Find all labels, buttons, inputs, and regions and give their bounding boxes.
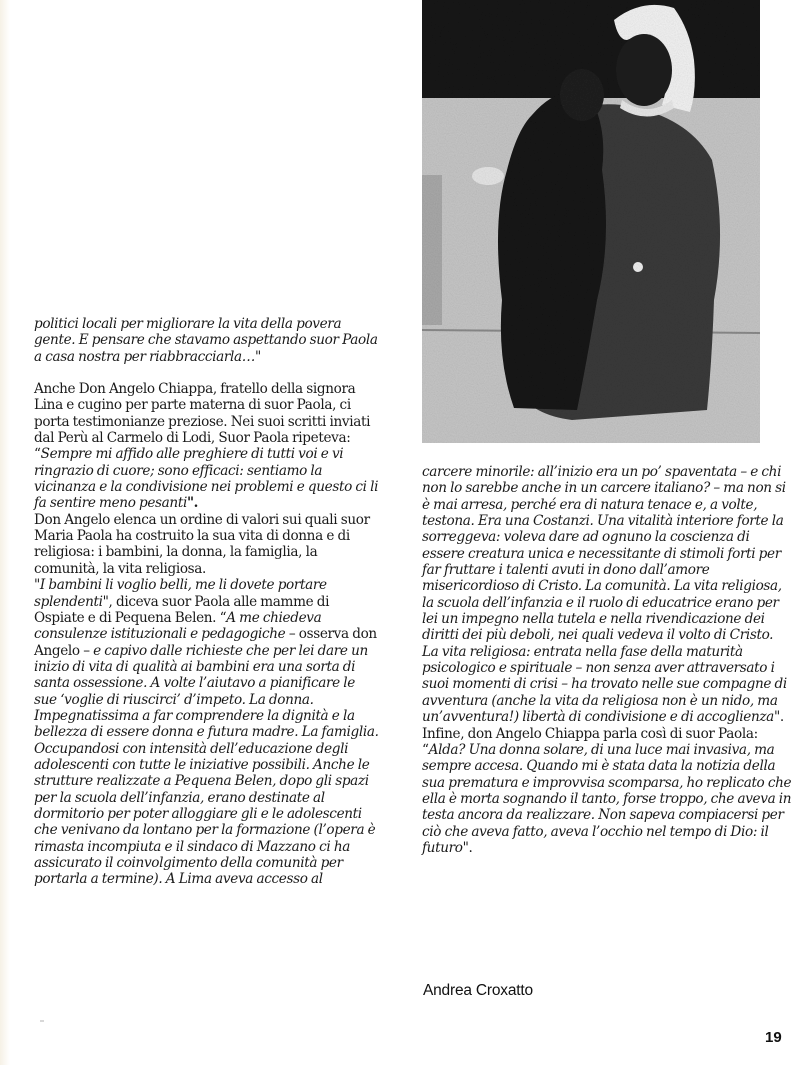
right-column bbox=[422, 464, 794, 856]
text-run: ". bbox=[186, 495, 199, 512]
text-run-quote: carcere minorile: all’inizio era un po’ spaventata – e chi non lo sarebbe anche in un carcere italiano? – ma non si è mai arresa, perché era di natura tenace e, a volte, testona. Era una Costanzi. Una vitalità interiore forte la sorreggeva: voleva dare ad ognuno la coscienza di essere creatura unica e necessitante di stimoli forti per far fruttare i talenti avuti in dono dall’amore misericordioso di Cristo. La comunità. La vita religiosa, la scuola dell’infanzia e il ruolo di educatrice erano per lei un impegno nella tutela e nella rivendicazione dei diritti dei più deboli, nei quali vedeva il volto di Cristo. bbox=[422, 464, 786, 644]
text-run-quote: "I bambini li voglio belli, me li dovete portare splendenti bbox=[34, 577, 327, 610]
photo-medal bbox=[633, 262, 643, 272]
left-column bbox=[34, 316, 379, 888]
right-paragraph-1 bbox=[422, 464, 794, 644]
photo-image bbox=[422, 0, 760, 443]
paragraph-gap bbox=[34, 365, 379, 381]
author-byline: Andrea Croxatto bbox=[423, 982, 533, 999]
text-run: Infine, don Angelo Chiappa parla così di suor Paola: “ bbox=[422, 725, 758, 758]
text-run: politici locali per migliorare la vita della povera gente. E pensare che stavamo aspettando suor Paola a casa nostra per riabbracciarla…" bbox=[34, 316, 378, 365]
text-run-quote: Alda? Una donna solare, di una luce mai invasiva, ma sempre accesa. Quando mi è stata data la notizia della sua prematura e improvvisa scomparsa, ho replicato che ella è morta sognando il tanto, forse troppo, che aveva in testa ancora da realizzare. Non sapeva compiacersi per ciò che aveva fatto, aveva l’occhio nel tempo di Dio: il futuro bbox=[422, 741, 792, 856]
photo-face bbox=[616, 34, 672, 106]
text-run: ". bbox=[773, 709, 784, 726]
text-run: Don Angelo elenca un ordine di valori sui quali suor Maria Paola ha costruito la sua vita di donna e di religiosa: i bambini, la donna, la famiglia, la comunità, la vita religiosa. bbox=[34, 511, 370, 577]
left-paragraph-1 bbox=[34, 316, 379, 365]
text-run-quote: La vita religiosa: entrata nella fase della maturità psicologico e spirituale – non senza aver attraversato i suoi momenti di crisi – ha trovato nelle sue compagne di avventura (anche la vita da religiosa non è un nido, ma un’avventura!) libertà di condivisione e di accoglienza bbox=[422, 643, 787, 726]
text-run: ", diceva suor Paola alle mamme di Ospiate e di Pequena Belen. “ bbox=[34, 593, 330, 626]
photo-nun-with-child bbox=[422, 0, 760, 443]
left-paragraph-4 bbox=[34, 577, 379, 888]
text-run-quote: Sempre mi affido alle preghiere di tutti voi e vi ringrazio di cuore; sono efficaci: sentiamo la vicinanza e la condivisione nei problemi e questo ci li fa sentire meno pesanti bbox=[34, 446, 379, 512]
page-edge-shadow bbox=[0, 0, 10, 1065]
right-paragraph-3 bbox=[422, 726, 794, 857]
left-paragraph-2 bbox=[34, 381, 379, 512]
right-paragraph-2 bbox=[422, 644, 794, 726]
text-run-quote: e capivo dalle richieste che per lei dare un inizio di vita di qualità ai bambini era una sorta di santa ossessione. A volte l’aiutavo a pianificare le sue ‘voglie di riuscirci’ d’impeto. La donna. Impegnatissima a far comprendere la dignità e la bellezza di essere donna e futura madre. La famiglia. Occupandosi con intensità dell’educazione degli adolescenti con tutte le iniziative possibili. Anche le strutture realizzate a Pequena Belen, dopo gli spazi per la scuola dell’infanzia, erano destinate al dormitorio per poter alloggiare gli e le adolescenti che venivano da lontano per la formazione (l’opera è rimasta incompiuta e il sindaco di Mazzano ci ha assicurato il coinvolgimento della comunità per portarla a termine). A Lima aveva accesso al bbox=[34, 642, 379, 888]
page-number: 19 bbox=[765, 1029, 782, 1046]
left-paragraph-3 bbox=[34, 512, 379, 577]
text-run: Anche Don Angelo Chiappa, fratello della signora Lina e cugino per parte materna di suor Paola, ci porta testimonianze preziose. Nei suoi scritti inviati dal Perù al Carmelo di Lodi, Suor Paola ripeteva: “ bbox=[34, 381, 371, 463]
text-run-quote: A me chiedeva consulenze istituzionali e pedagogiche bbox=[34, 609, 322, 643]
text-run: ". bbox=[462, 839, 473, 856]
text-run: – osserva don Angelo – bbox=[34, 626, 377, 659]
print-speck bbox=[40, 1020, 44, 1022]
